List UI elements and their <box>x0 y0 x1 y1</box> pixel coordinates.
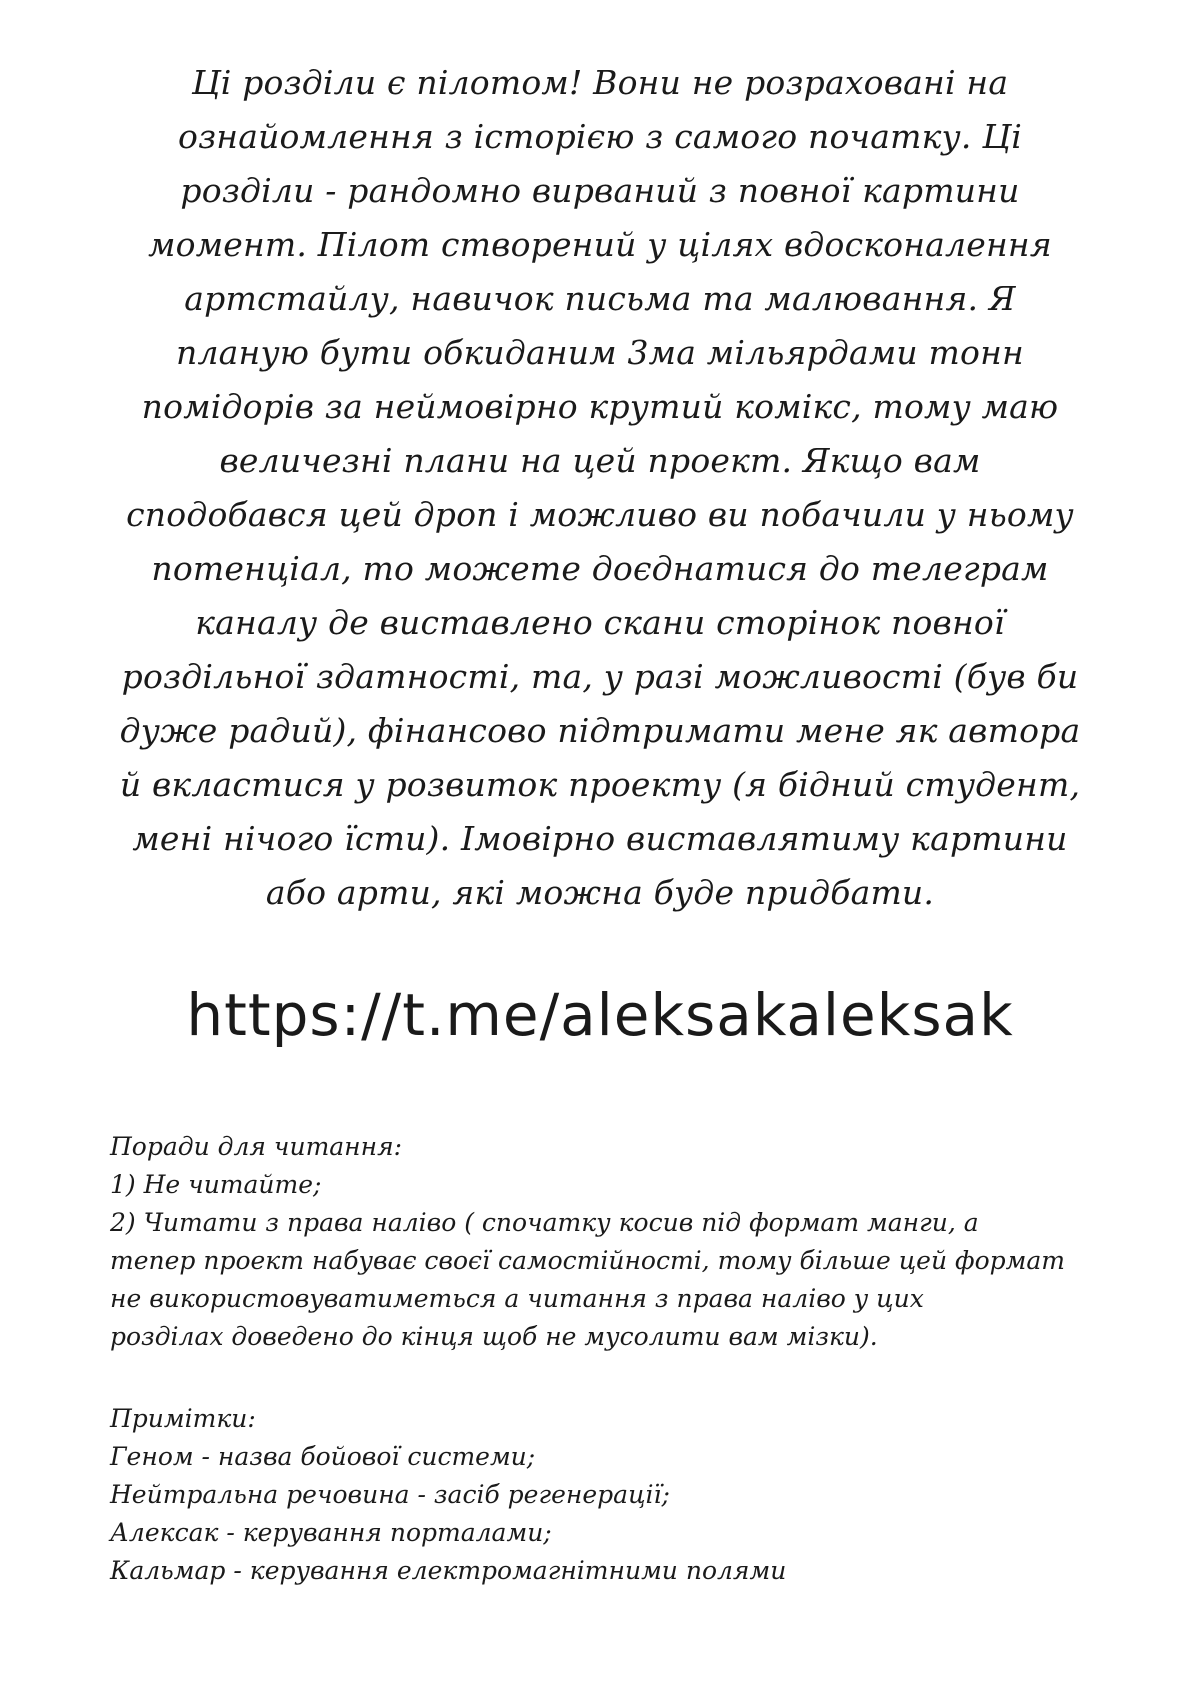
notes-section <box>110 1128 1170 1590</box>
intro-line: артстайлу, навичок письма та малювання. Я <box>184 279 1016 318</box>
reading-tip-item: розділах доведено до кінця щоб не мусолити вам мізки). <box>110 1322 878 1351</box>
intro-line: ознайомлення з історією з самого початку. Ці <box>178 117 1022 156</box>
intro-line: помідорів за неймовірно крутий комікс, тому маю <box>141 387 1059 426</box>
intro-line: Ці розділи є пілотом! Вони не розраховані на <box>191 63 1009 102</box>
intro-line: й вкластися у розвиток проекту (я бідний студент, <box>119 765 1081 804</box>
intro-line: планую бути обкиданим 3ма мільярдами тонн <box>176 333 1024 372</box>
reading-tip-item: 1) Не читайте; <box>110 1170 322 1199</box>
remark-item: Кальмар - керування електромагнітними полями <box>110 1556 787 1585</box>
intro-line: роздільної здатності, та, у разі можливості (був би <box>121 657 1079 696</box>
intro-line: каналу де виставлено скани сторінок повної <box>195 603 1005 642</box>
intro-paragraph <box>60 56 1140 920</box>
telegram-link: https://t.me/aleksakaleksak <box>186 981 1014 1049</box>
section-spacer <box>110 1356 1170 1400</box>
reading-tip-item: 2) Читати з права наліво ( спочатку косив під формат манги, а <box>110 1208 979 1237</box>
remark-item: Алексак - керування порталами; <box>110 1518 552 1547</box>
intro-line: або арти, які можна буде придбати. <box>265 873 935 912</box>
intro-line: дуже радий), фінансово підтримати мене як автора <box>119 711 1081 750</box>
reading-tip-item: тепер проект набуває своєї самостійності, тому більше цей формат <box>110 1246 1065 1275</box>
reading-tips-heading: Поради для читання: <box>110 1132 403 1161</box>
reading-tip-item: не використовуватиметься а читання з права наліво у цих <box>110 1284 924 1313</box>
intro-line: сподобався цей дроп і можливо ви побачили у ньому <box>126 495 1074 534</box>
intro-line: розділи - рандомно вирваний з повної картини <box>180 171 1020 210</box>
remark-item: Нейтральна речовина - засіб регенерації; <box>110 1480 670 1509</box>
remark-item: Геном - назва бойової системи; <box>110 1442 536 1471</box>
intro-line: потенціал, то можете доєднатися до телеграм <box>151 549 1049 588</box>
intro-line: величезні плани на цей проект. Якщо вам <box>219 441 981 480</box>
intro-line: мені нічого їсти). Імовірно виставлятиму картини <box>132 819 1068 858</box>
intro-line: момент. Пілот створений у цілях вдосконалення <box>148 225 1052 264</box>
remarks-heading: Примітки: <box>110 1404 256 1433</box>
